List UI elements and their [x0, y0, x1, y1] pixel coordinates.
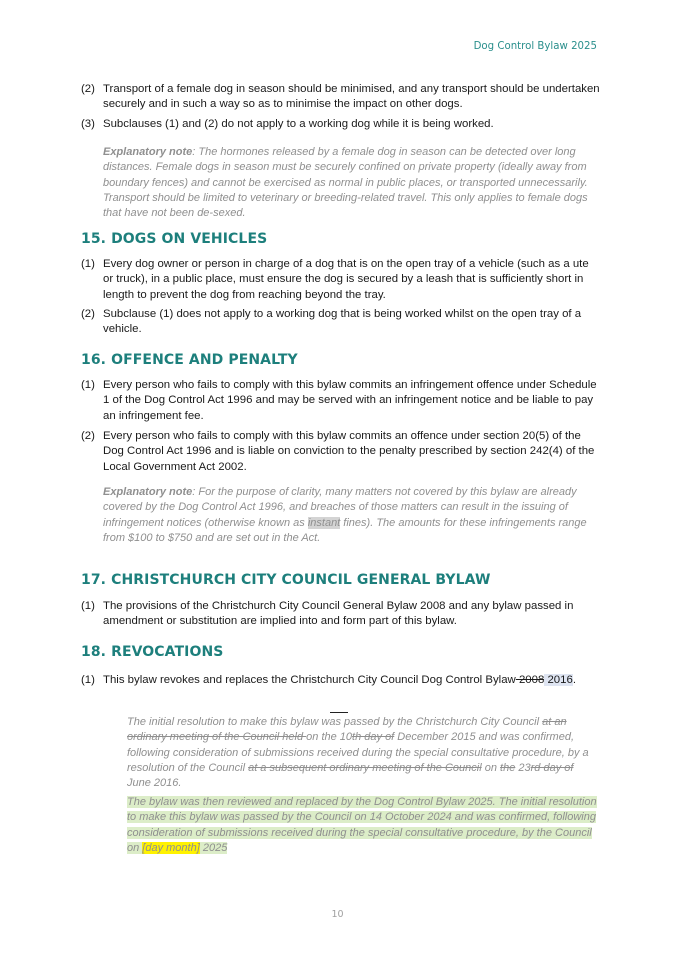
clause-number: (1)	[81, 379, 95, 391]
clause-14-2	[81, 82, 601, 113]
clause-16-2	[81, 429, 601, 475]
explanatory-note-14	[103, 145, 600, 221]
clause-text: Every dog owner or person in charge of a dog that is on the open tray of a vehicle (such as a ute or truck), in a public place, must ensure the dog is secured by a leash that is sufficiently short in length to prevent the dog from reaching beyond the tray.	[103, 258, 589, 301]
heading-section-16: 16. OFFENCE AND PENALTY	[81, 352, 298, 368]
clause-number: (2)	[81, 83, 95, 95]
clause-text: This bylaw revokes and replaces the Christchurch City Council Dog Control Bylaw 2008 2016.	[103, 674, 576, 686]
inserted-text: The bylaw was then reviewed and replaced by the Dog Control Bylaw 2025. The initial resolution to make this bylaw was passed by the Council on 14 October 2024 and was confirmed, following consideration of submissions received during the special consultative procedure, by the Council on	[127, 796, 597, 854]
clause-number: (3)	[81, 118, 95, 130]
page-number: 10	[331, 909, 344, 920]
highlighted-word: instant	[307, 516, 341, 529]
inserted-text-end: 2025	[199, 841, 228, 854]
clause-number: (1)	[81, 674, 95, 686]
clause-number: (2)	[81, 308, 95, 320]
note-label: Explanatory note	[103, 486, 193, 498]
heading-section-18: 18. REVOCATIONS	[81, 644, 224, 660]
history-note-1: The initial resolution to make this bylaw was passed by the Christchurch City Council at an ordinary meeting of the Council held on the 10th day of December 2015 and was confirmed, following consideration of submissions received during the special consultative procedure, by a resolution of the Council at a subsequent ordinary meeting of the Council on the 23rd day of June 2016.	[127, 716, 589, 790]
clause-18-1	[81, 673, 621, 688]
deleted-text: 2008	[515, 674, 545, 686]
note-text: : The hormones released by a female dog in season can be detected over long distances. Female dogs in season must be securely confined on private property (ideally away from boundary fences) and cannot be exercised as normal in public places, or transported unnecessarily. Transport should be limited to veterinary or breeding-related travel. This only applies to female dogs that have not been de-sexed.	[103, 146, 588, 220]
deleted-text: at an ordinary meeting of the Council held	[127, 716, 567, 744]
note-label: Explanatory note	[103, 146, 193, 158]
clause-14-3	[81, 117, 601, 132]
clause-16-1	[81, 378, 601, 424]
heading-section-17: 17. CHRISTCHURCH CITY COUNCIL GENERAL BYLAW	[81, 572, 491, 588]
clause-15-1	[81, 257, 601, 303]
clause-text: Every person who fails to comply with this bylaw commits an offence under section 20(5) of the Dog Control Act 1996 and is liable on conviction to the penalty prescribed by section 242(4) of the Local Government Act 2002.	[103, 430, 595, 473]
separator-rule	[330, 712, 348, 713]
clause-text: Subclause (1) does not apply to a working dog that is being worked whilst on the open tray of a vehicle.	[103, 308, 582, 336]
clause-15-2	[81, 307, 601, 338]
clause-number: (1)	[81, 258, 95, 270]
clause-17-1	[81, 599, 601, 630]
clause-text: Subclauses (1) and (2) do not apply to a working dog while it is being worked.	[103, 118, 494, 130]
deleted-text: th day of	[352, 731, 395, 744]
inserted-text: 2016	[544, 674, 573, 686]
explanatory-note-16	[103, 485, 600, 546]
note-text: : For the purpose of clarity, many matters not covered by this bylaw are already covered by the Dog Control Act 1996, and breaches of those matters can result in the issuing of infringement notices (otherwise known as	[103, 486, 577, 529]
heading-section-15: 15. DOGS ON VEHICLES	[81, 231, 268, 247]
placeholder-highlight: [day month]	[142, 841, 200, 854]
running-header: Dog Control Bylaw 2025	[473, 41, 597, 52]
deleted-text: at a subsequent ordinary meeting of the Council	[248, 761, 482, 774]
deleted-text: rd day of	[530, 761, 574, 774]
clause-text: Transport of a female dog in season should be minimised, and any transport should be undertaken securely and in such a way so as to minimise the impact on other dogs.	[103, 83, 600, 111]
history-note-2	[127, 795, 600, 856]
clause-text: Every person who fails to comply with this bylaw commits an infringement offence under Schedule 1 of the Dog Control Act 1996 and may be served with an infringement notice and be liable to pay an infringement fee.	[103, 379, 597, 422]
deleted-text: the	[500, 761, 516, 774]
clause-text: The provisions of the Christchurch City Council General Bylaw 2008 and any bylaw passed in amendment or substitution are implied into and form part of this bylaw.	[103, 600, 574, 628]
note-text-end: fines). The amounts for these infringements range from $100 to $750 and are set out in the Act.	[103, 516, 587, 544]
clause-number: (1)	[81, 600, 95, 612]
clause-number: (2)	[81, 430, 95, 442]
